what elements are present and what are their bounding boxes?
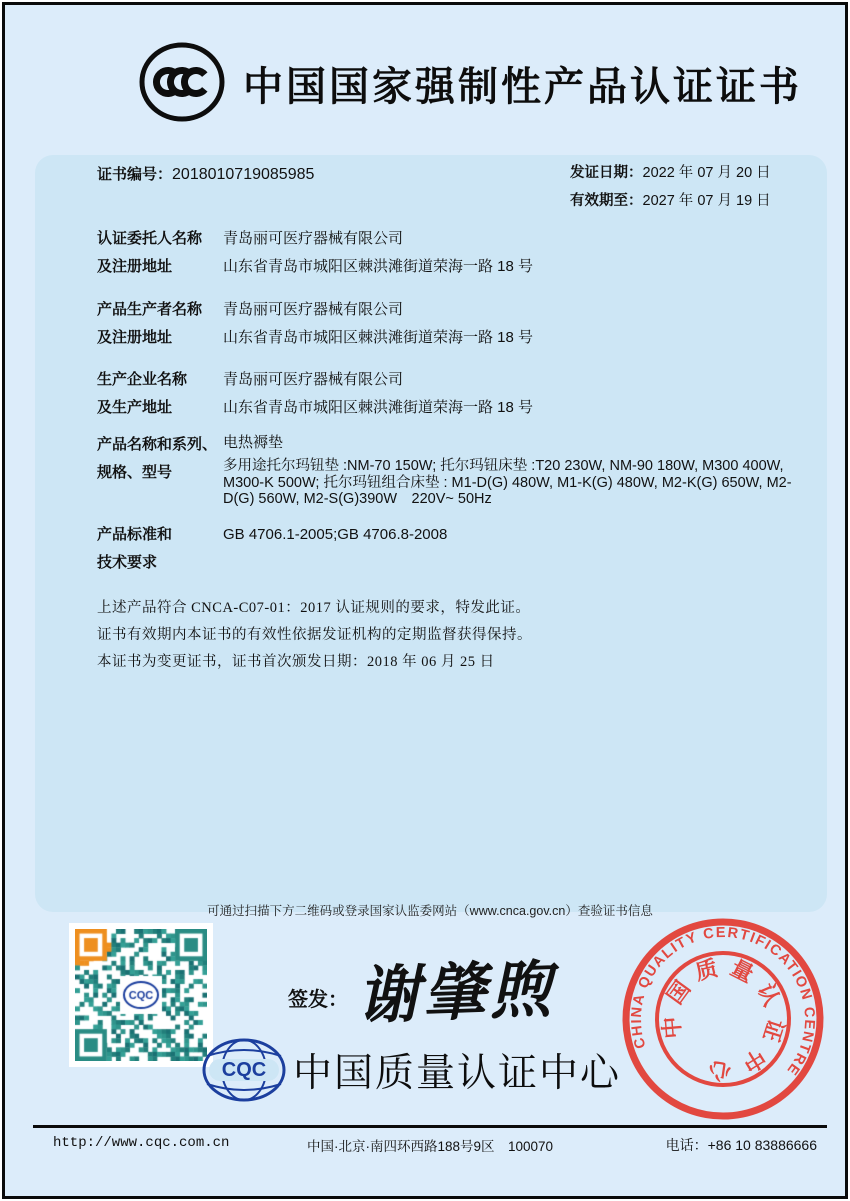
applicant-label-line1: 认证委托人名称: [97, 230, 203, 247]
footer-divider: [33, 1125, 827, 1128]
footer-address: 中国·北京·南四环西路188号9区 100070: [306, 1139, 554, 1154]
certificate-number-label: 证书编号：: [97, 167, 173, 183]
statement-line-3: 本证书为变更证书，证书首次颁发日期：2018 年 06 月 25 日: [97, 654, 495, 670]
standards-value: GB 4706.1-2005;GB 4706.8-2008: [223, 526, 448, 543]
producer-label-line2: 及注册地址: [97, 329, 173, 346]
seal-inner-text: 中国质量认证中心: [657, 953, 789, 1085]
footer-website: http://www.cqc.com.cn: [53, 1135, 230, 1151]
signature-name: 谢肇煦: [356, 956, 557, 1032]
product-name: 电热褥垫: [223, 434, 284, 451]
page-title: 中国国家强制性产品认证证书: [243, 65, 802, 109]
issue-date-label: 发证日期：: [570, 165, 643, 181]
producer-name: 青岛丽可医疗器械有限公司: [223, 301, 404, 318]
certificate-number-row: [97, 163, 314, 184]
issuer-name: 中国质量认证中心: [293, 1052, 622, 1095]
issue-date-value: 2022 年 07 月 20 日: [642, 165, 771, 181]
applicant-name: 青岛丽可医疗器械有限公司: [223, 230, 404, 247]
cqc-logo-icon: [201, 1037, 287, 1103]
manufacturer-label-line1: 生产企业名称: [97, 371, 188, 388]
ccc-logo-icon: [138, 41, 226, 123]
qr-verification-note: 可通过扫描下方二维码或登录国家认监委网站（www.cnca.gov.cn）查验证书信息: [207, 904, 653, 918]
seal-outer-text: CHINA QUALITY CERTIFICATION CENTRE: [628, 924, 818, 1079]
product-label-line2: 规格、型号: [97, 464, 173, 481]
issue-date-row: [570, 161, 771, 182]
issuer-row: [201, 1035, 621, 1105]
manufacturer-name: 青岛丽可医疗器械有限公司: [223, 371, 404, 388]
applicant-label-line2: 及注册地址: [97, 258, 173, 275]
footer-phone: 电话：+86 10 83886666: [665, 1137, 817, 1153]
statements-block: [97, 595, 532, 676]
standards-label-line1: 产品标准和: [97, 526, 173, 543]
manufacturer-label-line2: 及生产地址: [97, 399, 173, 416]
certificate-frame: [2, 2, 848, 1199]
certificate-number-value: 2018010719085985: [172, 166, 315, 183]
applicant-address: 山东省青岛市城阳区棘洪滩街道荣海一路 18 号: [223, 258, 534, 275]
product-models: 多用途托尔玛钮垫 :NM-70 150W; 托尔玛钮床垫 :T20 230W, NM-90 180W, M300 400W, M300-K 500W; 托尔玛钮组合床垫 : M1-D(G) 480W, M1-K(G) 480W, M2-K(G) 650W, M2-D(G) 560W, M2-S(G)390W 220V~ 50Hz: [223, 458, 792, 507]
standards-label-line2: 技术要求: [97, 554, 158, 571]
statement-line-2: 证书有效期内本证书的有效性依据发证机构的定期监督获得保持。: [97, 627, 532, 643]
signature-label: 签发：: [288, 989, 348, 1011]
svg-text:CHINA QUALITY CERTIFICATION: [622, 913, 828, 1081]
cqc-logo-text: CQC: [221, 1059, 267, 1081]
expiry-date-row: [570, 189, 771, 210]
producer-address: 山东省青岛市城阳区棘洪滩街道荣海一路 18 号: [223, 329, 534, 346]
product-label-line1: 产品名称和系列、: [97, 436, 218, 453]
qr-canvas: [75, 929, 207, 1061]
expiry-date-value: 2027 年 07 月 19 日: [642, 193, 771, 209]
statement-line-1: 上述产品符合 CNCA-C07-01：2017 认证规则的要求，特发此证。: [97, 600, 531, 616]
manufacturer-address: 山东省青岛市城阳区棘洪滩街道荣海一路 18 号: [223, 399, 534, 416]
producer-label-line1: 产品生产者名称: [97, 301, 203, 318]
red-seal-stamp: [618, 913, 828, 1125]
expiry-date-label: 有效期至：: [570, 193, 643, 209]
qr-code: [69, 923, 213, 1067]
